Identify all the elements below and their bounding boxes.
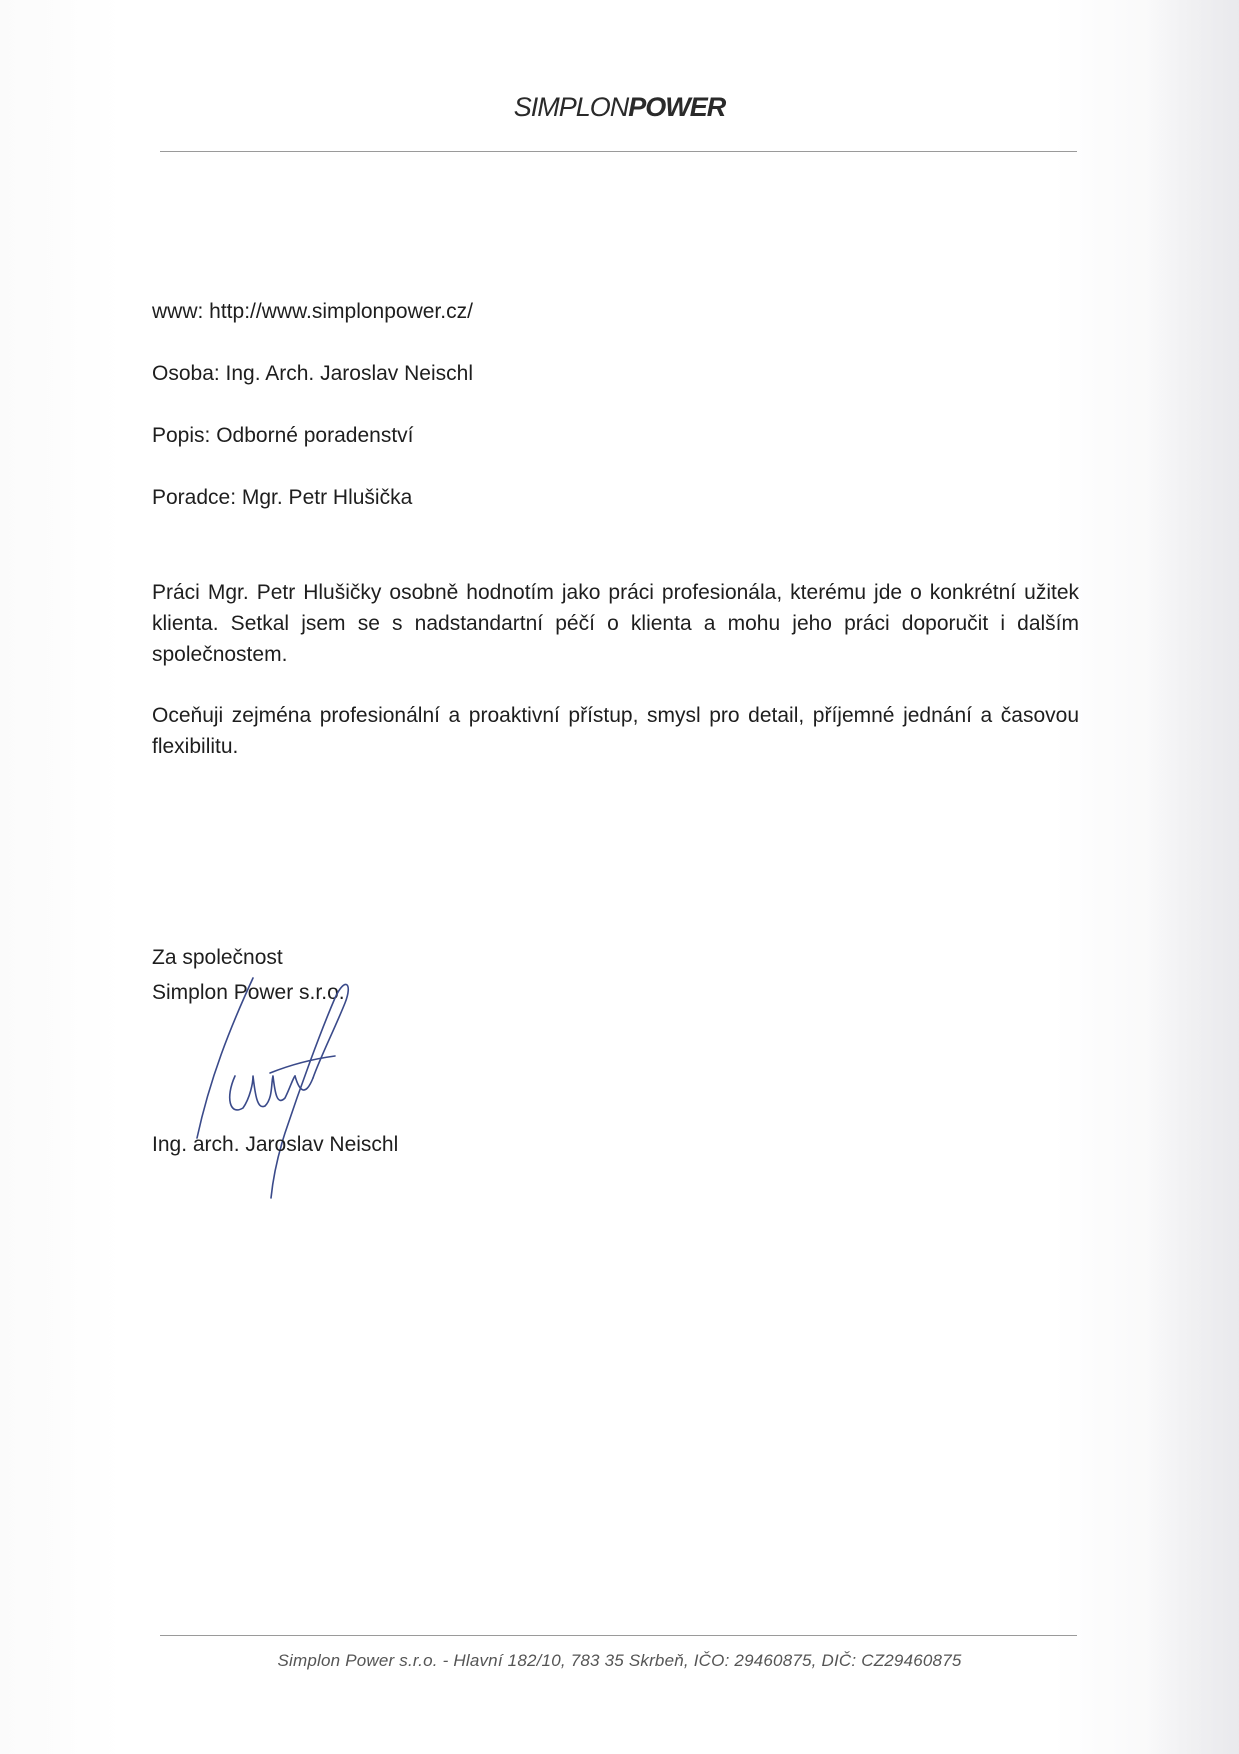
person-line: Osoba: Ing. Arch. Jaroslav Neischl <box>152 362 473 385</box>
reference-paragraph-1: Práci Mgr. Petr Hlušičky osobně hodnotím jako práci profesionála, kterému jde o konkrétní užitek klienta. Setkal jsem se s nadstandartní péčí o klienta a mohu jeho práci doporučit i dalším společnostem. <box>152 581 1079 666</box>
reference-paragraph-2: Oceňuji zejména profesionální a proaktivní přístup, smysl pro detail, příjemné jednání a časovou flexibilitu. <box>152 704 1079 758</box>
handwritten-signature <box>195 958 395 1203</box>
header-divider <box>160 151 1077 152</box>
footer-divider <box>160 1635 1077 1636</box>
company-footer: Simplon Power s.r.o. - Hlavní 182/10, 783 35 Skrbeň, IČO: 29460875, DIČ: CZ29460875 <box>277 1651 962 1670</box>
company-logo <box>0 92 1239 123</box>
logo-light-text: SIMPLON <box>513 92 629 122</box>
website-line: www: http://www.simplonpower.cz/ <box>152 300 473 323</box>
signatory-name: Ing. arch. Jaroslav Neischl <box>152 1133 399 1156</box>
advisor-line: Poradce: Mgr. Petr Hlušička <box>152 486 413 509</box>
page-edge-shadow <box>1149 0 1239 1754</box>
closing-company: Simplon Power s.r.o. <box>152 981 345 1004</box>
logo-bold-text: POWER <box>628 92 726 122</box>
closing-line-1: Za společnost <box>152 946 283 969</box>
description-line: Popis: Odborné poradenství <box>152 424 414 447</box>
